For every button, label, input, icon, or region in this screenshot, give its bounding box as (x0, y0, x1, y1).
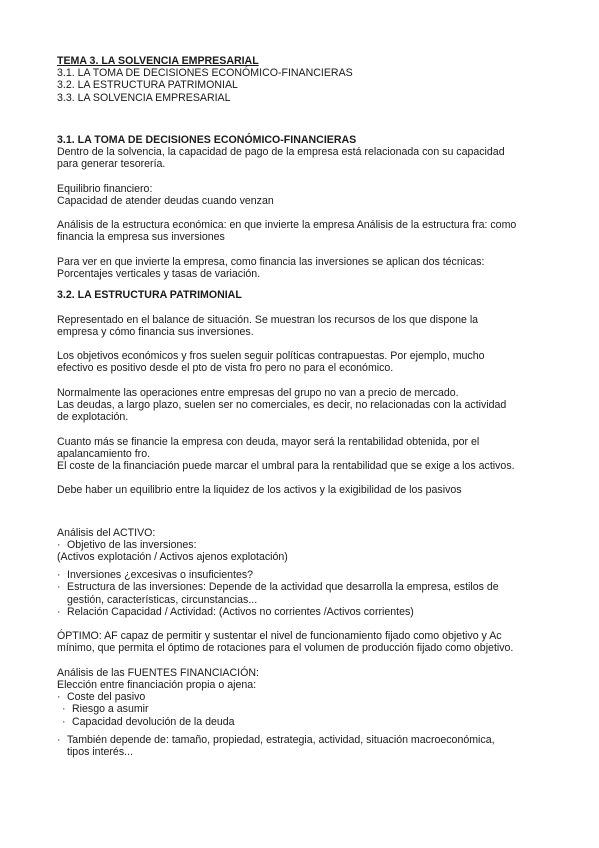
paragraph-line: apalancamiento fro. (57, 447, 151, 460)
list-item-continuation: gestión, características, circunstancias... (67, 593, 258, 606)
bullet-icon: · (57, 691, 61, 704)
paragraph-line: empresa y cómo financia sus inversiones. (57, 325, 254, 338)
paragraph-line: Para ver en que invierte la empresa, como financia las inversiones se aplican dos técnicas: (57, 255, 485, 268)
paragraph-line: Las deudas, a largo plazo, suelen ser no comerciales, es decir, no relacionadas con la actividad (57, 398, 507, 411)
toc-title: TEMA 3. LA SOLVENCIA EMPRESARIAL (57, 55, 259, 67)
list-item: Inversiones ¿excesivas o insuficientes? (67, 569, 254, 582)
paragraph-line: Debe haber un equilibrio entre la liquidez de los activos y la exigibilidad de los pasivos (57, 484, 462, 497)
sub-list-item: Riesgo a asumir (72, 703, 149, 716)
list-item: Relación Capacidad / Actividad: (Activos no corrientes /Activos corrientes) (67, 605, 414, 618)
sub-list-item: Capacidad devolución de la deuda (72, 715, 235, 728)
list-item: Estructura de las inversiones: Depende de la actividad que desarrolla la empresa, estilos de (67, 581, 499, 594)
activo-objetivo-ratio: (Activos explotación / Activos ajenos explotación) (57, 550, 288, 563)
bullet-icon: · (57, 733, 61, 746)
paragraph-line: Análisis de la estructura económica: en que invierte la empresa Análisis de la estructura fra: como (57, 219, 517, 232)
optimo-line: mínimo, que permita el óptimo de rotaciones para el volumen de producción fijado como objetivo. (57, 642, 514, 655)
paragraph-line: para generar tesorería. (57, 158, 166, 171)
fuentes-title: Análisis de las FUENTES FINANCIACIÓN: (57, 666, 259, 679)
bullet-icon: · (57, 581, 61, 594)
paragraph-line: El coste de la financiación puede marcar el umbral para la rentabilidad que se exige a los activos. (57, 459, 515, 472)
document-page (57, 55, 557, 758)
bullet-icon: · (57, 569, 61, 582)
paragraph-line: Equilibrio financiero: (57, 182, 153, 195)
toc-item-1: 3.1. LA TOMA DE DECISIONES ECONÓMICO-FINANCIERAS (57, 67, 353, 80)
paragraph-line: Cuanto más se financie la empresa con deuda, mayor será la rentabilidad obtenida, por el (57, 435, 480, 448)
paragraph-line: Dentro de la solvencia, la capacidad de pago de la empresa está relacionada con su capacidad (57, 146, 505, 159)
activo-objetivo: Objetivo de las inversiones: (67, 538, 197, 551)
paragraph-line: Normalmente las operaciones entre empresas del grupo no van a precio de mercado. (57, 386, 459, 399)
bullet-icon: · (57, 605, 61, 618)
section-3-1-heading: 3.1. LA TOMA DE DECISIONES ECONÓMICO-FINANCIERAS (57, 133, 357, 146)
paragraph-line: financia la empresa sus inversiones (57, 231, 225, 244)
toc-item-3: 3.3. LA SOLVENCIA EMPRESARIAL (57, 91, 231, 104)
paragraph-line: Capacidad de atender deudas cuando venzan (57, 194, 274, 207)
optimo-line: ÓPTIMO: AF capaz de permitir y sustentar el nivel de funcionamiento fijado como objetivo y Ac (57, 630, 502, 643)
bullet-icon: · (57, 538, 61, 551)
paragraph-line: Los objetivos económicos y fros suelen seguir políticas contrapuestas. Por ejemplo, mucho (57, 350, 485, 363)
paragraph-line: de explotación. (57, 411, 129, 424)
paragraph-line: efectivo es positivo desde el pto de vista fro pero no para el económico. (57, 362, 394, 375)
activo-title: Análisis del ACTIVO: (57, 526, 156, 539)
paragraph-line: Porcentajes verticales y tasas de variación. (57, 268, 261, 280)
list-item: También depende de: tamaño, propiedad, estrategia, actividad, situación macroeconómica, (67, 733, 495, 746)
list-item-continuation: tipos interés... (67, 746, 133, 758)
bullet-icon: · (62, 715, 66, 728)
list-item: Coste del pasivo (67, 691, 146, 704)
bullet-icon: · (62, 703, 66, 716)
fuentes-choice: Elección entre financiación propia o ajena: (57, 678, 257, 691)
toc-item-2: 3.2. LA ESTRUCTURA PATRIMONIAL (57, 79, 238, 92)
paragraph-line: Representado en el balance de situación. Se muestran los recursos de los que dispone la (57, 313, 479, 326)
section-3-2-heading: 3.2. LA ESTRUCTURA PATRIMONIAL (57, 289, 242, 302)
